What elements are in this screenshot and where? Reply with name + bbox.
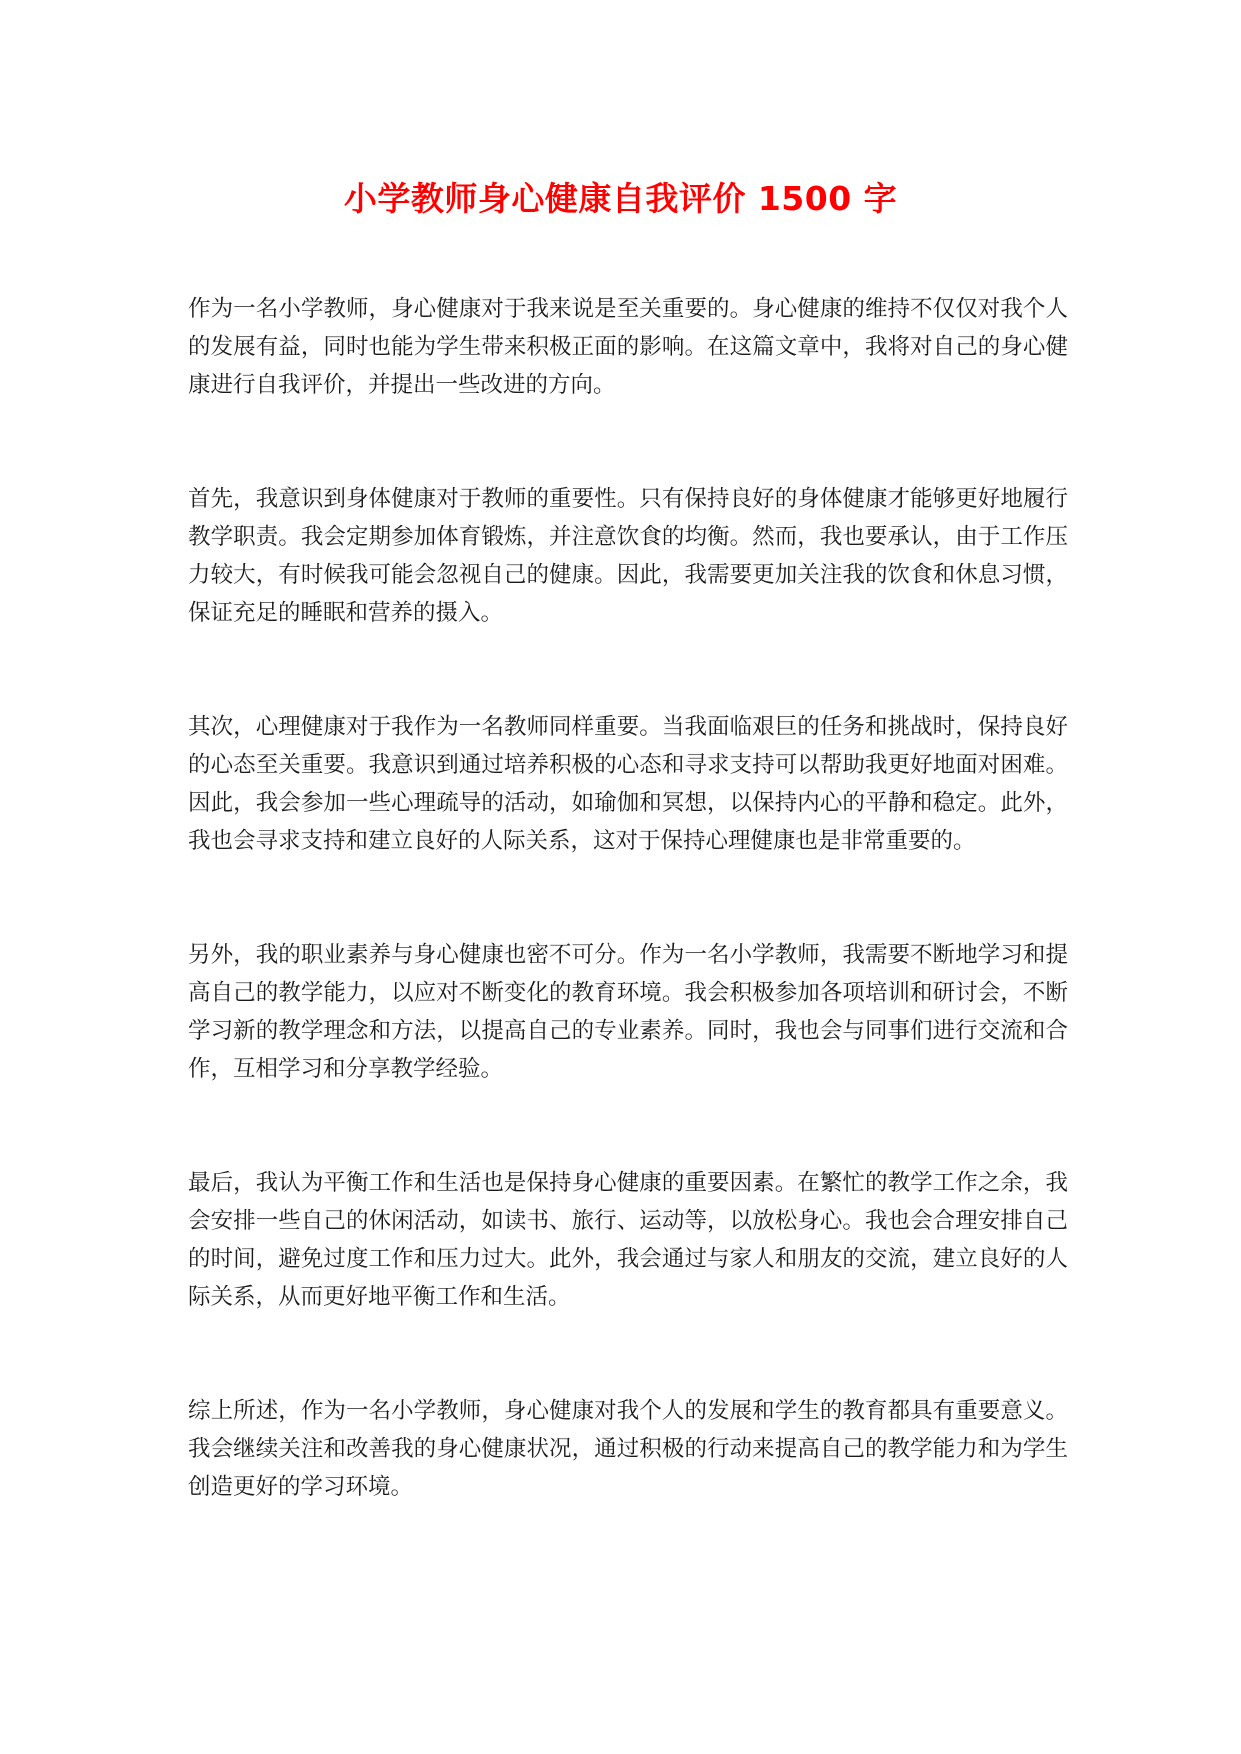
paragraph-professional: 另外，我的职业素养与身心健康也密不可分。作为一名小学教师，我需要不断地学习和提高自己的教学能力，以应对不断变化的教育环境。我会积极参加各项培训和研讨会，不断学习新的教学理念和方法，以提高自己的专业素养。同时，我也会与同事们进行交流和合作，互相学习和分享教学经验。 [188,942,1068,1082]
document-title: 小学教师身心健康自我评价 1500 字 [343,179,898,218]
paragraph-mental-health: 其次，心理健康对于我作为一名教师同样重要。当我面临艰巨的任务和挑战时，保持良好的心态至关重要。我意识到通过培养积极的心态和寻求支持可以帮助我更好地面对困难。因此，我会参加一些心理疏导的活动，如瑜伽和冥想，以保持内心的平静和稳定。此外，我也会寻求支持和建立良好的人际关系，这对于保持心理健康也是非常重要的。 [188,714,1068,854]
paragraph-conclusion: 综上所述，作为一名小学教师，身心健康对我个人的发展和学生的教育都具有重要意义。我会继续关注和改善我的身心健康状况，通过积极的行动来提高自己的教学能力和为学生创造更好的学习环境。 [188,1398,1068,1500]
paragraph-physical-health: 首先，我意识到身体健康对于教师的重要性。只有保持良好的身体健康才能够更好地履行教学职责。我会定期参加体育锻炼，并注意饮食的均衡。然而，我也要承认，由于工作压力较大，有时候我可能会忽视自己的健康。因此，我需要更加关注我的饮食和休息习惯，保证充足的睡眠和营养的摄入。 [188,486,1068,626]
paragraph-intro: 作为一名小学教师，身心健康对于我来说是至关重要的。身心健康的维持不仅仅对我个人的发展有益，同时也能为学生带来积极正面的影响。在这篇文章中，我将对自己的身心健康进行自我评价，并提出一些改进的方向。 [188,296,1068,398]
document-body [188,290,1068,1582]
paragraph-work-life-balance: 最后，我认为平衡工作和生活也是保持身心健康的重要因素。在繁忙的教学工作之余，我会安排一些自己的休闲活动，如读书、旅行、运动等，以放松身心。我也会合理安排自己的时间，避免过度工作和压力过大。此外，我会通过与家人和朋友的交流，建立良好的人际关系，从而更好地平衡工作和生活。 [188,1170,1068,1310]
